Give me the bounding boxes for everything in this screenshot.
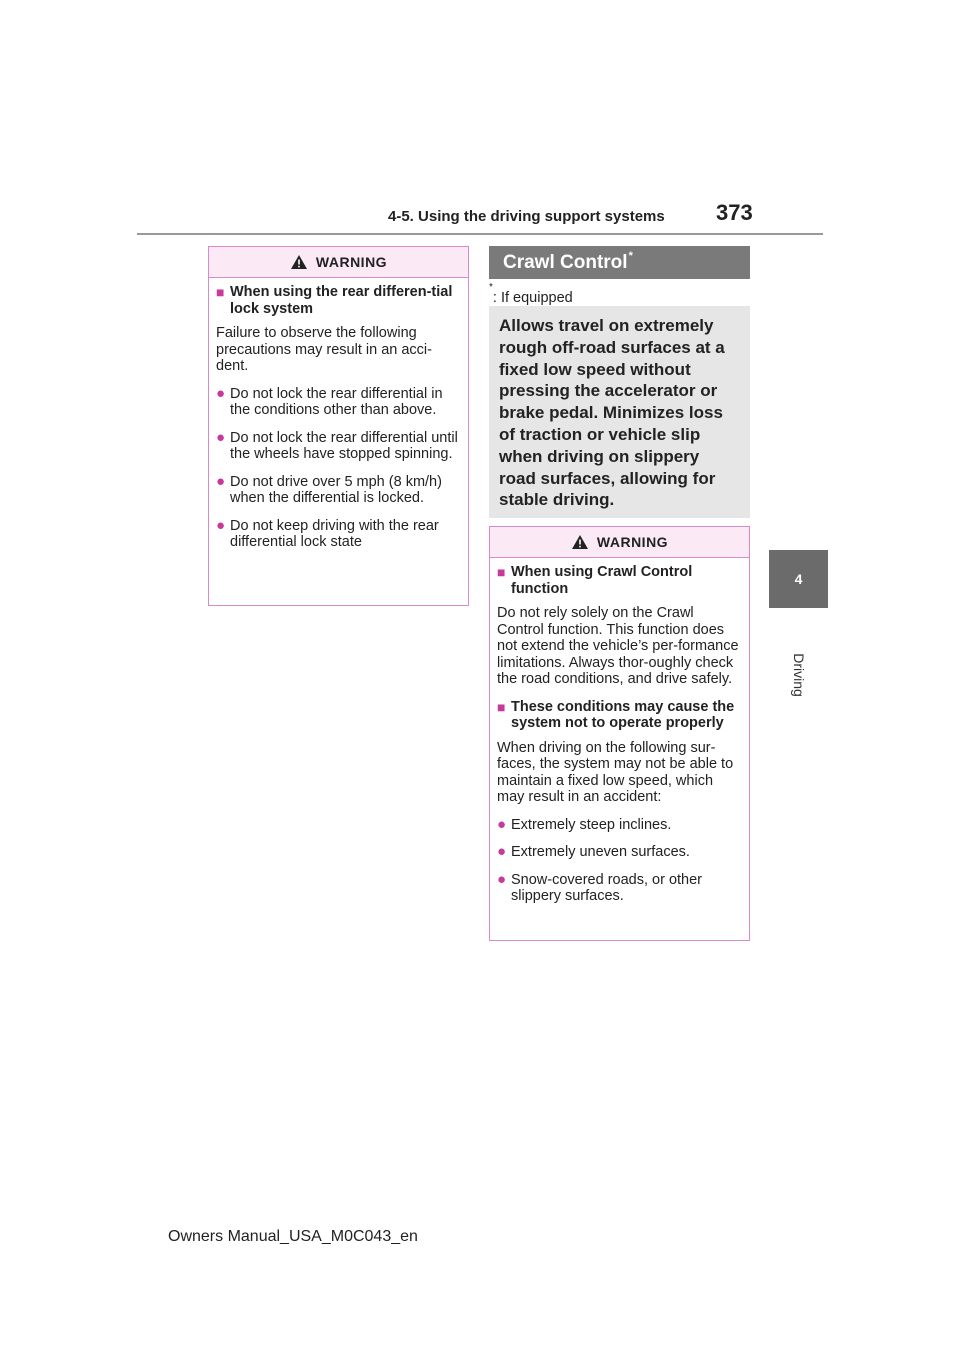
- warning-intro: Failure to observe the following precautions may result in an acci-dent.: [216, 325, 432, 374]
- chapter-label: [769, 655, 828, 695]
- warning-paragraph: Do not rely solely on the Crawl Control function. This function does not extend the vehicle’s per-formance limitations. Always thor-oughly check the road conditions, and drive safely.: [497, 605, 739, 687]
- warning-triangle-icon: [290, 254, 308, 270]
- warning-header: [490, 527, 749, 558]
- chapter-label-text: Driving: [790, 653, 807, 697]
- list-item-text: Do not keep driving with the rear differential lock state: [230, 517, 439, 550]
- crawl-control-heading-text: Crawl Control: [503, 251, 628, 273]
- list-item-text: Do not lock the rear differential in the conditions other than above.: [230, 385, 443, 418]
- list-item: [216, 386, 461, 419]
- round-bullet-icon: ●: [216, 516, 226, 534]
- list-item: [216, 474, 461, 507]
- asterisk-mark: *: [628, 249, 633, 262]
- warning-box-rear-differential: [208, 246, 469, 606]
- warning-heading: [216, 284, 461, 317]
- round-bullet-icon: ●: [497, 843, 507, 860]
- warning-heading-text: When using Crawl Control function: [511, 564, 693, 597]
- list-item-text: Do not drive over 5 mph (8 km/h) when the differential is locked.: [230, 473, 442, 506]
- round-bullet-icon: ●: [216, 428, 226, 446]
- warning-header: [209, 247, 468, 278]
- round-bullet-icon: ●: [497, 815, 507, 833]
- list-item: [216, 518, 461, 551]
- crawl-control-summary: Allows travel on extremely rough off-road surfaces at a fixed low speed without pressing the accelerator or brake pedal. Minimizes loss of traction or vehicle slip when driving on slippery road surfaces, allowing for stable driving.: [489, 306, 750, 518]
- warning-heading: [497, 564, 742, 597]
- warning-box-crawl-control: [489, 526, 750, 941]
- chapter-tab[interactable]: 4: [769, 550, 828, 608]
- page-number: 373: [716, 200, 753, 225]
- list-item-text: Do not lock the rear differential until the wheels have stopped spinning.: [230, 429, 458, 462]
- square-bullet-icon: ■: [497, 564, 506, 580]
- round-bullet-icon: ●: [216, 384, 226, 402]
- list-item-text: Extremely steep inclines.: [511, 816, 672, 833]
- square-bullet-icon: ■: [497, 698, 506, 715]
- square-bullet-icon: ■: [216, 284, 225, 300]
- warning-paragraph: When driving on the following sur-faces, the system may not be able to maintain a fixed low speed, which may result in an accident:: [497, 739, 734, 805]
- list-item-text: Extremely uneven surfaces.: [511, 844, 690, 860]
- header-divider: [137, 233, 823, 235]
- warning-triangle-icon: [571, 534, 589, 550]
- list-item: [216, 430, 461, 463]
- footnote-mark: *: [489, 282, 493, 293]
- list-item: [497, 817, 742, 834]
- warning-body: [209, 278, 468, 570]
- warning-heading-text: When using the rear differen-tial lock system: [230, 284, 453, 317]
- list-item: [497, 872, 742, 905]
- warning-heading: [497, 699, 742, 732]
- warning-title: WARNING: [596, 534, 669, 550]
- list-item-text: Snow-covered roads, or other slippery surfaces.: [511, 871, 703, 904]
- round-bullet-icon: ●: [497, 870, 507, 888]
- warning-body: [490, 558, 749, 924]
- section-title: 4-5. Using the driving support systems: [388, 208, 665, 225]
- footnote-if-equipped: [489, 282, 573, 306]
- warning-heading-text: These conditions may cause the system not to operate properly: [511, 698, 735, 731]
- manual-footer: Owners Manual_USA_M0C043_en: [168, 1228, 418, 1245]
- list-item: [497, 844, 742, 861]
- round-bullet-icon: ●: [216, 472, 226, 490]
- crawl-control-heading: [489, 246, 750, 279]
- footnote-text: : If equipped: [492, 289, 573, 306]
- warning-title: WARNING: [315, 254, 388, 270]
